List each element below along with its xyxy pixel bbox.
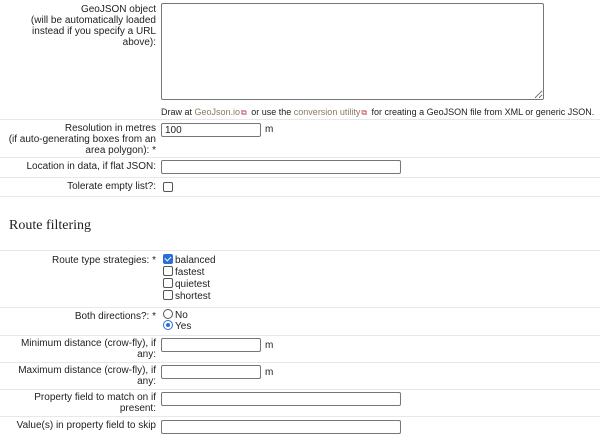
checkbox-checked-icon[interactable] — [163, 254, 173, 264]
geojson-row — [0, 0, 600, 120]
min-distance-label: Minimum distance (crow-fly), if any: — [20, 338, 156, 360]
location-row — [0, 157, 600, 178]
geojson-label: GeoJSON object (will be automatically loaded instead if you specify a URL above): — [30, 4, 156, 48]
checkbox-icon[interactable] — [163, 266, 173, 276]
geojson-io-link[interactable]: GeoJson.io — [194, 107, 241, 117]
radio-icon[interactable] — [163, 309, 173, 319]
checkbox-icon[interactable] — [163, 278, 173, 288]
tolerate-label: Tolerate empty list?: — [67, 181, 156, 192]
resolution-row — [0, 119, 600, 158]
property-values-input[interactable] — [161, 420, 401, 434]
property-field-label: Property field to match on if present: — [34, 392, 156, 414]
tolerate-row — [0, 177, 600, 197]
strategy-option-shortest[interactable]: shortest — [163, 290, 211, 302]
route-filtering-heading: Route filtering — [9, 218, 92, 233]
min-distance-row — [0, 335, 600, 363]
max-distance-label: Maximum distance (crow-fly), if any: — [18, 365, 156, 387]
property-field-input[interactable] — [161, 392, 401, 406]
location-label: Location in data, if flat JSON: — [26, 161, 156, 172]
checkbox-icon[interactable] — [163, 290, 173, 300]
external-link-icon: ⧉ — [361, 108, 368, 117]
geojson-textarea[interactable] — [161, 3, 544, 100]
location-input[interactable] — [161, 160, 401, 174]
max-distance-row — [0, 362, 600, 390]
radio-selected-icon[interactable] — [163, 320, 173, 330]
property-values-row — [0, 416, 600, 431]
strategy-option-balanced[interactable]: balanced — [163, 254, 216, 266]
strategy-option-quietest[interactable]: quietest — [163, 278, 210, 290]
external-link-icon: ⧉ — [241, 108, 247, 117]
both-directions-label: Both directions?: * — [74, 311, 156, 322]
resolution-unit: m — [265, 124, 274, 135]
conversion-utility-link[interactable]: conversion utility — [293, 107, 361, 117]
strategies-label: Route type strategies: * — [52, 255, 156, 266]
max-distance-input[interactable] — [161, 365, 261, 379]
min-distance-unit: m — [265, 340, 274, 351]
resolution-input[interactable] — [161, 123, 261, 137]
resolution-label: Resolution in metres (if auto-generating boxes from an area polygon): * — [8, 123, 156, 156]
property-values-label: Value(s) in property field to skip — [16, 420, 156, 431]
both-directions-row — [0, 306, 600, 336]
min-distance-input[interactable] — [161, 338, 261, 352]
tolerate-checkbox[interactable] — [163, 182, 173, 192]
geojson-help-note: Draw at GeoJson.io⧉ or use the conversion utility⧉ for creating a GeoJSON file from XML or generic JSON. — [161, 107, 595, 117]
strategy-option-fastest[interactable]: fastest — [163, 266, 204, 278]
direction-option-no[interactable]: No — [163, 309, 188, 321]
strategies-row — [0, 250, 600, 308]
max-distance-unit: m — [265, 367, 274, 378]
direction-option-yes[interactable]: Yes — [163, 320, 191, 332]
property-field-row — [0, 389, 600, 417]
